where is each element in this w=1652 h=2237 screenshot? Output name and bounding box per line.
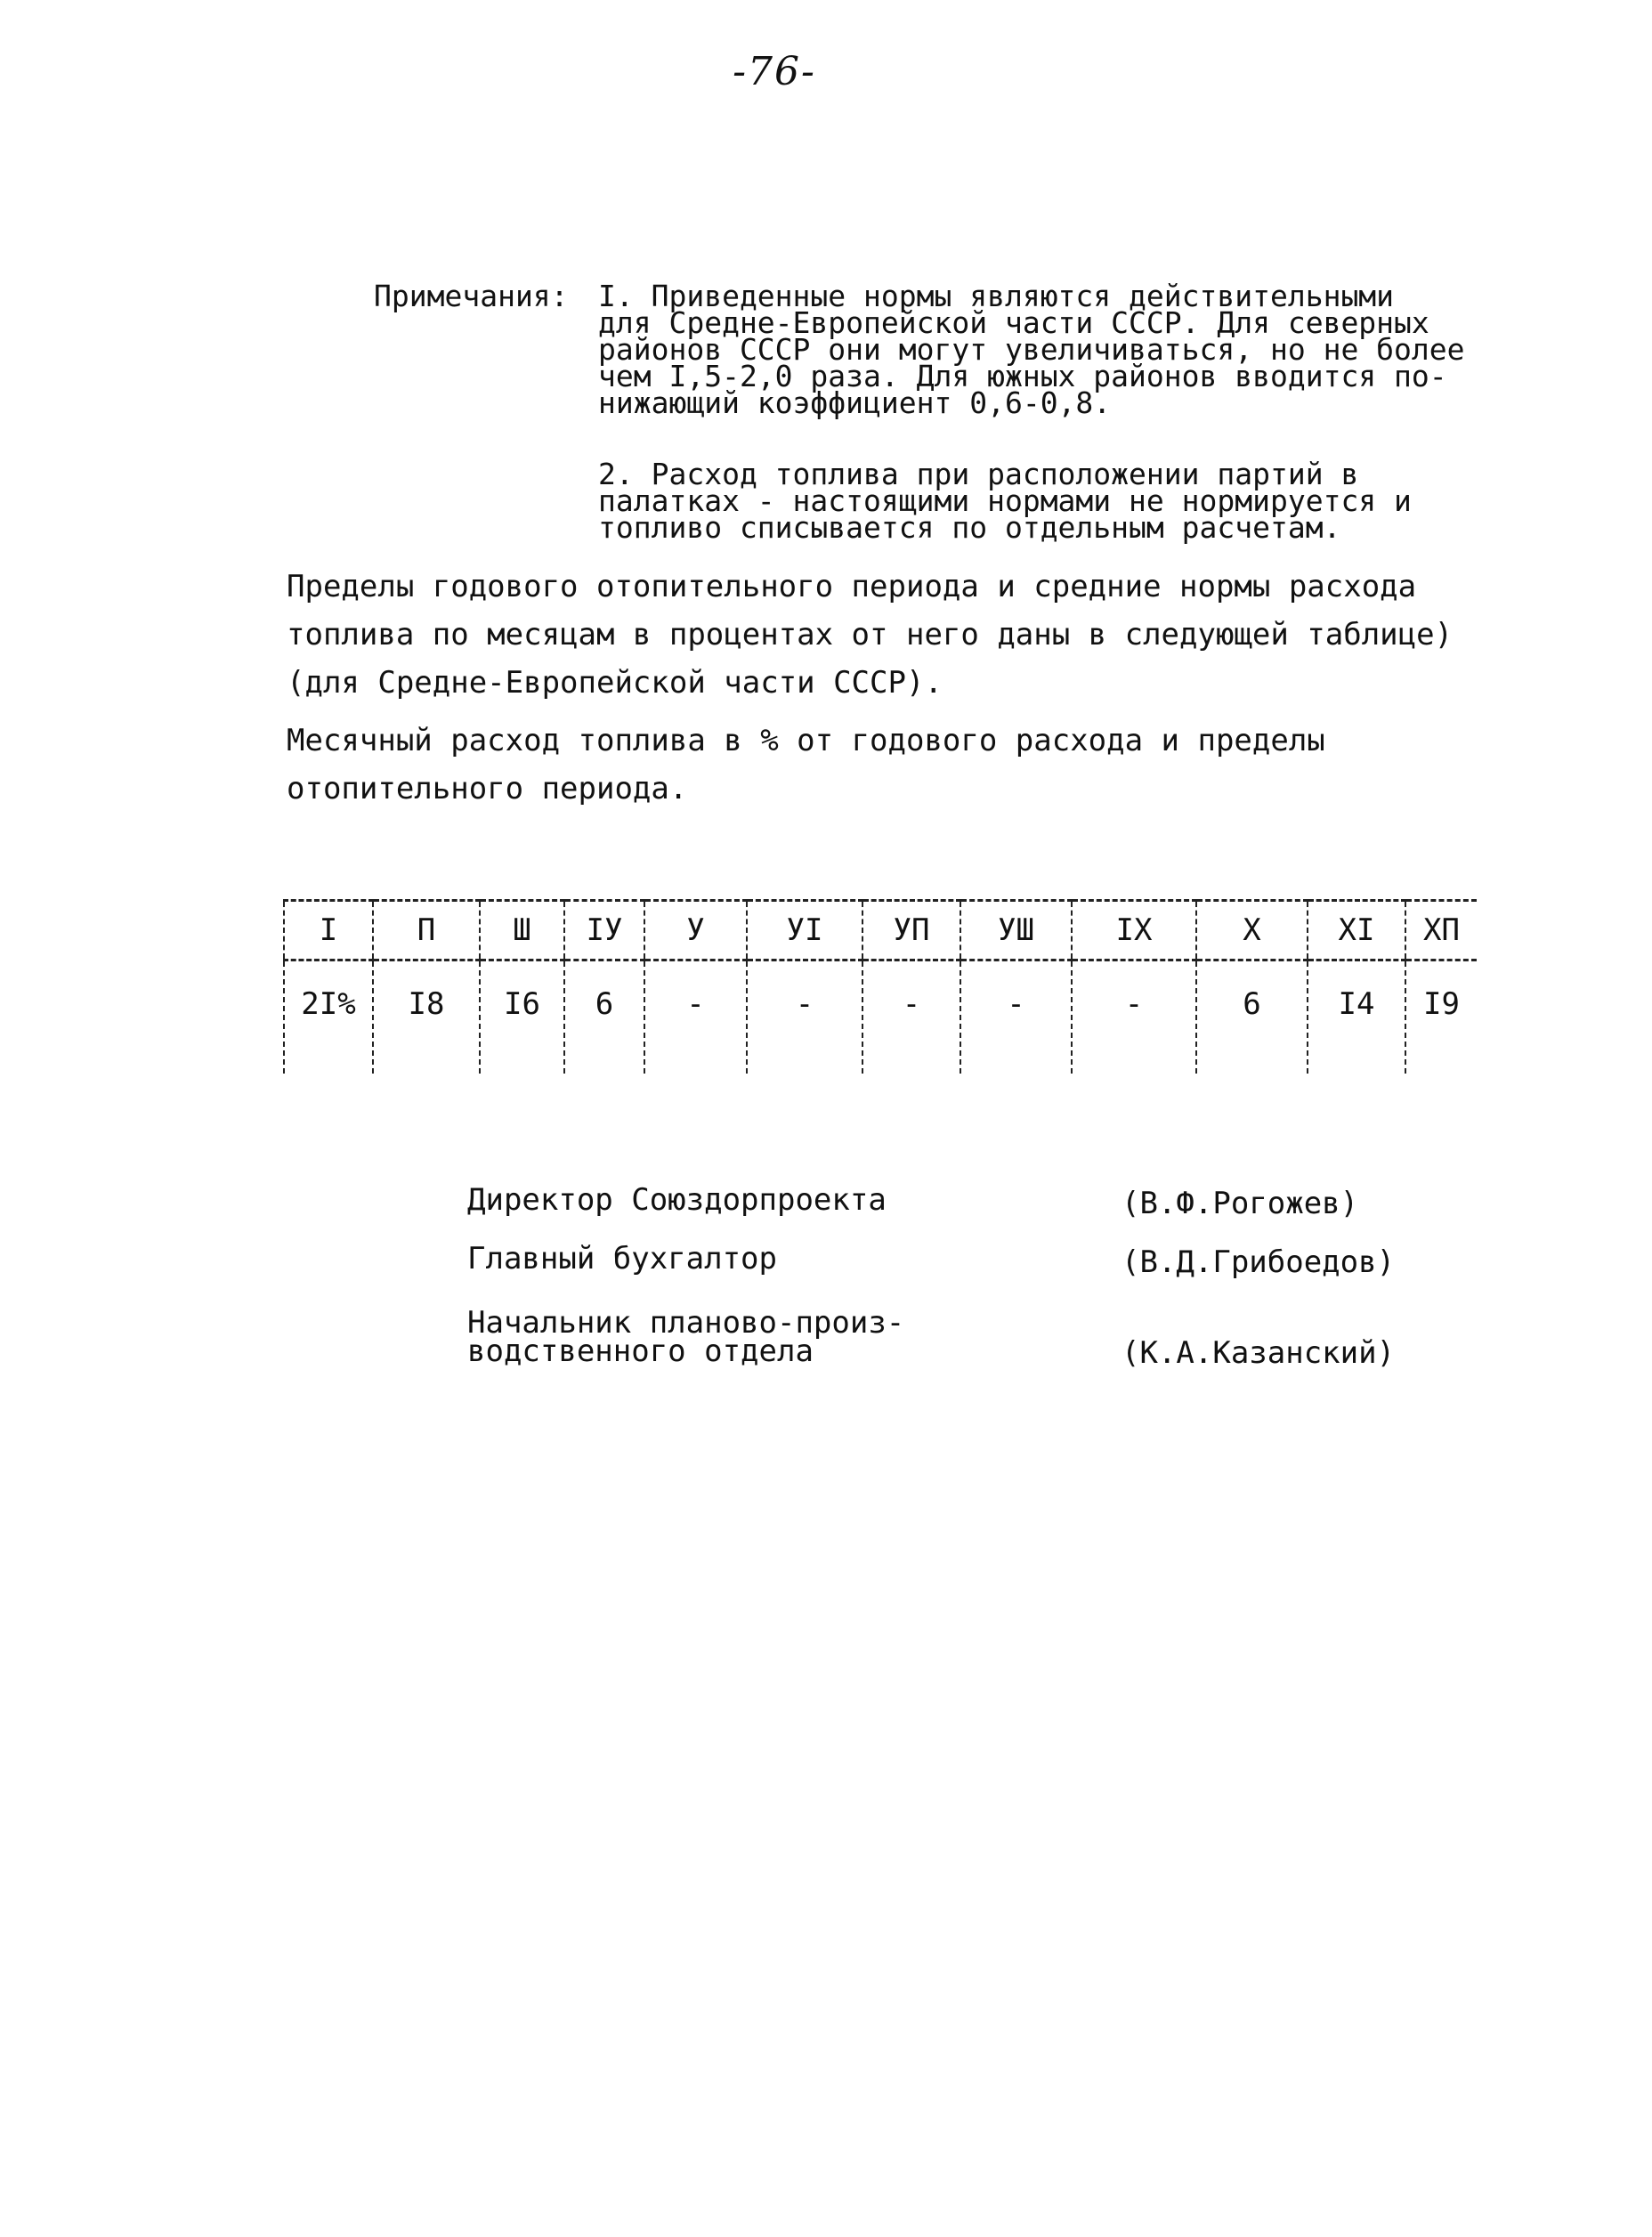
table-header-row [284,901,1477,960]
value-cell: - [1072,960,1196,1074]
value-cell: I9 [1405,960,1477,1074]
value-cell: I8 [373,960,480,1074]
month-header: IХ [1072,901,1196,960]
notes-label: Примечания: [374,279,569,313]
signatory-name: (В.Д.Грибоедов) [1122,1244,1396,1280]
month-header: У [644,901,747,960]
value-cell: 6 [1196,960,1308,1074]
month-header: УШ [960,901,1072,960]
table-caption: Месячный расход топлива в % от годового расхода и пределы отопительного периода. [287,723,1325,806]
signatory-title: Начальник планово-произ- водственного отдела [467,1305,905,1369]
month-header: I [284,901,373,960]
signatory-name: (К.А.Казанский) [1122,1335,1396,1371]
value-cell: - [747,960,862,1074]
signatory-name: (В.Ф.Рогожев) [1122,1186,1359,1221]
month-header: ХП [1405,901,1477,960]
value-cell: - [862,960,960,1074]
value-cell: I4 [1308,960,1405,1074]
note-item-1: I. Приведенные нормы являются действительными для Средне-Европейской части СССР. Для северных районов СССР они могут увеличиваться, но не более чем I,5-2,0 раза. Для южных районов вводится по- нижающий коэффициент 0,6-0,8. [598,279,1465,420]
value-cell: - [960,960,1072,1074]
month-header: ХI [1308,901,1405,960]
monthly-fuel-table [283,899,1477,1074]
note-item-2: 2. Расход топлива при расположении партий в палатках - настоящими нормами не нормируется и топливо списывается по отдельным расчетам. [598,457,1412,545]
month-header: УП [862,901,960,960]
month-header: УI [747,901,862,960]
value-cell: I6 [480,960,564,1074]
page-number: -76- [733,49,816,94]
value-cell: - [644,960,747,1074]
month-header: IУ [564,901,644,960]
signatory-title: Директор Союздорпроекта [467,1182,887,1218]
month-header: Х [1196,901,1308,960]
month-header: П [373,901,480,960]
value-cell: 6 [564,960,644,1074]
month-header: Ш [480,901,564,960]
table-row [284,960,1477,1074]
heating-period-paragraph: Пределы годового отопительного периода и средние нормы расхода топлива по месяцам в процентах от него даны в следующей таблице) (для Средне-Европейской части СССР). [287,569,1454,701]
signatory-title: Главный бухгалтор [467,1241,777,1277]
value-cell: 2I% [284,960,373,1074]
